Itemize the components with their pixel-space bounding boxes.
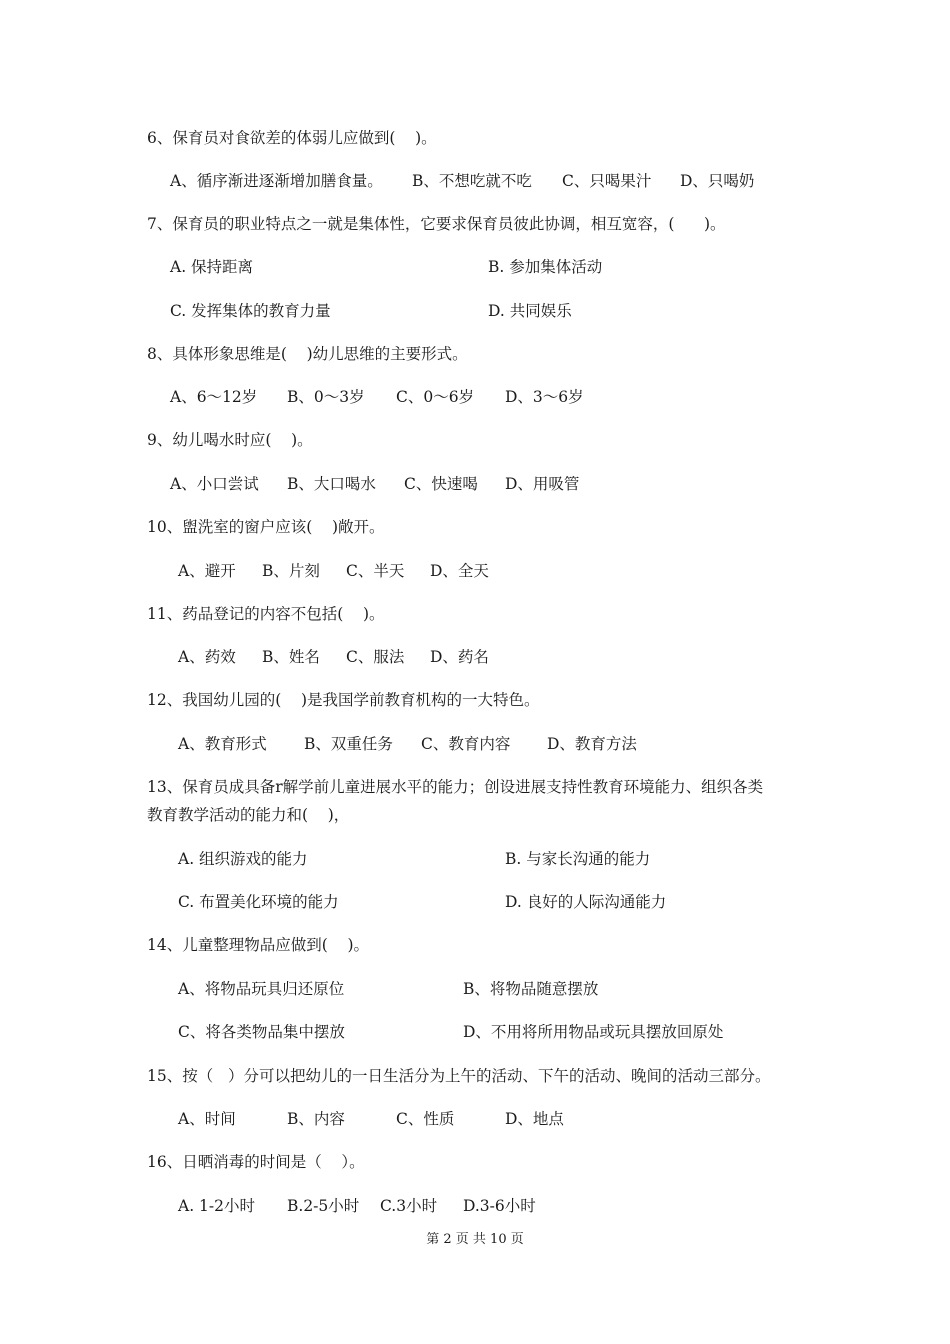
question-10-option-d: D、全天 [430, 562, 489, 580]
question-12-option-a: A、教育形式 [178, 735, 267, 753]
question-16-option-b: B.2-5小时 [287, 1197, 360, 1215]
question-11-option-a: A、药效 [178, 648, 236, 666]
question-9-option-d: D、用吸管 [505, 475, 580, 493]
question-10-stem: 10、盥洗室的窗户应该( )敞开。 [147, 518, 385, 536]
question-8-option-a: A、6～12岁 [170, 388, 258, 406]
question-7-option-c: C. 发挥集体的教育力量 [170, 302, 331, 320]
question-16-option-a: A. 1-2小时 [178, 1197, 256, 1215]
question-11-option-c: C、服法 [346, 648, 405, 666]
question-7-stem: 7、保育员的职业特点之一就是集体性，它要求保育员彼此协调，相互宽容，( )。 [147, 215, 726, 233]
question-15-option-c: C、性质 [396, 1110, 455, 1128]
question-13-option-c: C. 布置美化环境的能力 [178, 893, 339, 911]
question-14-option-a: A、将物品玩具归还原位 [178, 980, 345, 998]
question-7-option-b: B. 参加集体活动 [488, 258, 603, 276]
question-12-option-b: B、双重任务 [304, 735, 393, 753]
question-7-option-d: D. 共同娱乐 [488, 302, 572, 320]
question-10-option-c: C、半天 [346, 562, 405, 580]
question-14-stem: 14、儿童整理物品应做到( )。 [147, 936, 370, 954]
page-footer: 第 2 页 共 10 页 [426, 1232, 524, 1247]
question-15-option-a: A、时间 [178, 1110, 236, 1128]
question-9-option-c: C、快速喝 [404, 475, 478, 493]
question-12-option-d: D、教育方法 [547, 735, 637, 753]
question-9-option-b: B、大口喝水 [287, 475, 376, 493]
question-14-option-b: B、将物品随意摆放 [463, 980, 599, 998]
question-15-stem: 15、按（ ）分可以把幼儿的一日生活分为上午的活动、下午的活动、晚间的活动三部分。 [147, 1067, 771, 1085]
question-12-option-c: C、教育内容 [421, 735, 511, 753]
question-13-stem-line2: 教育教学活动的能力和( )， [147, 806, 350, 824]
question-16-stem: 16、日晒消毒的时间是（ ）。 [147, 1153, 365, 1171]
question-13-stem: 13、保育员成具备r解学前儿童进展水平的能力；创设进展支持性教育环境能力、组织各类 [147, 778, 764, 796]
question-6-option-d: D、只喝奶 [680, 172, 755, 190]
question-6-option-c: C、只喝果汁 [562, 172, 652, 190]
question-15-option-d: D、地点 [505, 1110, 564, 1128]
question-12-stem: 12、我国幼儿园的( )是我国学前教育机构的一大特色。 [147, 691, 540, 709]
question-6-stem: 6、保育员对食欲差的体弱儿应做到( )。 [147, 129, 437, 147]
question-10-option-a: A、避开 [178, 562, 236, 580]
question-10-option-b: B、片刻 [262, 562, 320, 580]
question-8-option-d: D、3～6岁 [505, 388, 584, 406]
question-13-option-a: A. 组织游戏的能力 [178, 850, 308, 868]
question-13-option-b: B. 与家长沟通的能力 [505, 850, 651, 868]
question-11-option-b: B、姓名 [262, 648, 320, 666]
question-11-option-d: D、药名 [430, 648, 489, 666]
question-8-option-c: C、0～6岁 [396, 388, 475, 406]
question-7-option-a: A. 保持距离 [170, 258, 254, 276]
question-13-option-d: D. 良好的人际沟通能力 [505, 893, 667, 911]
question-16-option-d: D.3-6小时 [463, 1197, 536, 1215]
question-14-option-d: D、不用将所用物品或玩具摆放回原处 [463, 1023, 724, 1041]
question-9-option-a: A、小口尝试 [170, 475, 259, 493]
question-8-option-b: B、0～3岁 [287, 388, 365, 406]
question-11-stem: 11、药品登记的内容不包括( )。 [147, 605, 385, 623]
question-8-stem: 8、具体形象思维是( )幼儿思维的主要形式。 [147, 345, 468, 363]
question-9-stem: 9、幼儿喝水时应( )。 [147, 431, 313, 449]
question-15-option-b: B、内容 [287, 1110, 345, 1128]
question-16-option-c: C.3小时 [380, 1197, 438, 1215]
question-14-option-c: C、将各类物品集中摆放 [178, 1023, 345, 1041]
question-6-option-b: B、不想吃就不吃 [412, 172, 532, 190]
question-6-option-a: A、循序渐进逐渐增加膳食量。 [170, 172, 383, 190]
